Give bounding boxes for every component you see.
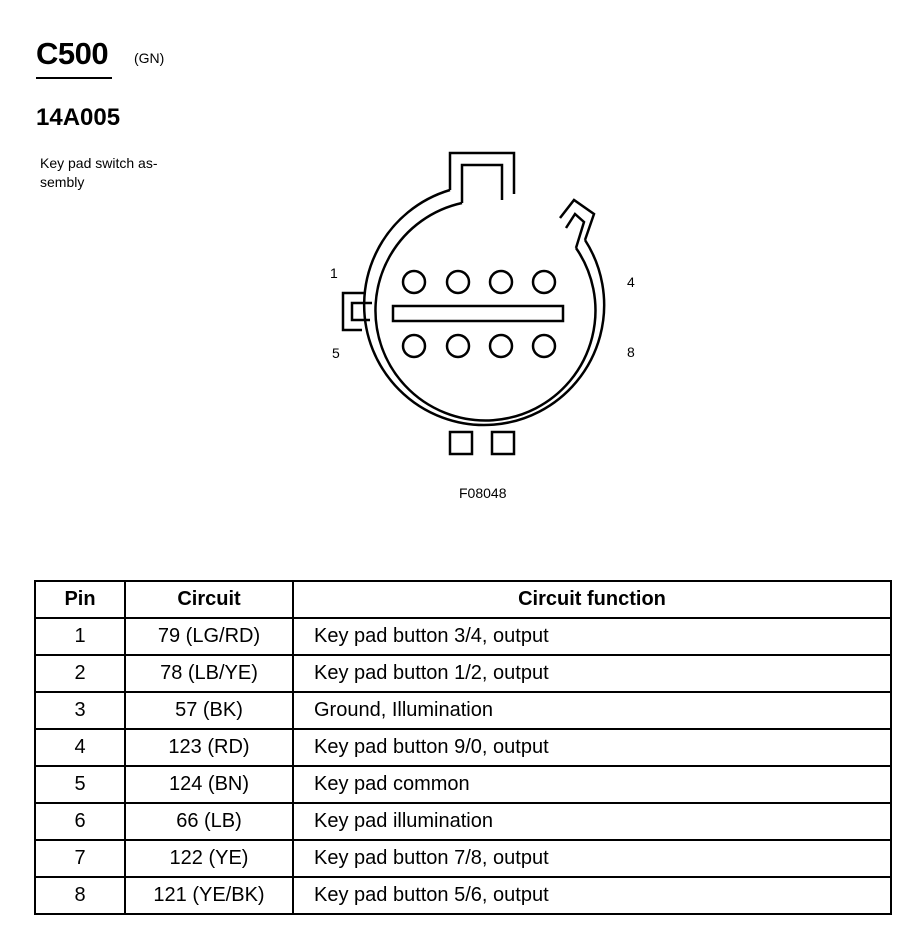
pin-label-4: 4 xyxy=(627,274,635,290)
circuit-cell: 122 (YE) xyxy=(125,840,293,877)
table-row xyxy=(35,692,891,729)
figure-code: F08048 xyxy=(459,485,507,501)
table-row xyxy=(35,618,891,655)
function-cell: Key pad common xyxy=(293,766,891,803)
pin-cell: 5 xyxy=(35,766,125,803)
part-number: 14A005 xyxy=(36,104,121,131)
circuit-cell: 66 (LB) xyxy=(125,803,293,840)
pin-cavity xyxy=(533,271,555,293)
pin-cell: 2 xyxy=(35,655,125,692)
pinout-table xyxy=(34,580,892,915)
pin-cell: 7 xyxy=(35,840,125,877)
connector-center-rib xyxy=(393,306,563,321)
circuit-cell: 78 (LB/YE) xyxy=(125,655,293,692)
pin-cell: 1 xyxy=(35,618,125,655)
connector-latch xyxy=(560,200,594,240)
pin-cell: 4 xyxy=(35,729,125,766)
circuit-cell: 79 (LG/RD) xyxy=(125,618,293,655)
table-row xyxy=(35,655,891,692)
pin-cavity xyxy=(490,271,512,293)
connector-color: (GN) xyxy=(134,50,165,66)
table-row xyxy=(35,840,891,877)
pin-label-8: 8 xyxy=(627,344,635,360)
component-description: Key pad switch as-sembly xyxy=(40,155,158,190)
pin-cavity xyxy=(403,335,425,357)
table-header-row xyxy=(35,581,891,618)
connector-key-tab xyxy=(450,153,514,194)
pin-cavity xyxy=(403,271,425,293)
circuit-cell: 57 (BK) xyxy=(125,692,293,729)
function-cell: Ground, Illumination xyxy=(293,692,891,729)
connector-id: C500 xyxy=(36,36,109,71)
pin-cavity xyxy=(447,271,469,293)
pin-cell: 3 xyxy=(35,692,125,729)
function-cell: Key pad illumination xyxy=(293,803,891,840)
table-row xyxy=(35,766,891,803)
table-row xyxy=(35,729,891,766)
function-cell: Key pad button 3/4, output xyxy=(293,618,891,655)
function-cell: Key pad button 7/8, output xyxy=(293,840,891,877)
pin-label-5: 5 xyxy=(332,345,340,361)
pin-cavity xyxy=(447,335,469,357)
circuit-cell: 121 (YE/BK) xyxy=(125,877,293,914)
connector-bottom-terminal xyxy=(450,432,472,454)
pin-label-1: 1 xyxy=(330,265,338,281)
pin-cell: 8 xyxy=(35,877,125,914)
connector-bottom-terminal xyxy=(492,432,514,454)
column-header-circuit: Circuit xyxy=(125,581,293,618)
pin-cavity xyxy=(533,335,555,357)
connector-left-tab xyxy=(343,293,365,330)
column-header-circuit-function: Circuit function xyxy=(293,581,891,618)
table-row xyxy=(35,803,891,840)
table-row xyxy=(35,877,891,914)
column-header-pin: Pin xyxy=(35,581,125,618)
circuit-cell: 124 (BN) xyxy=(125,766,293,803)
pin-cavity xyxy=(490,335,512,357)
function-cell: Key pad button 1/2, output xyxy=(293,655,891,692)
circuit-cell: 123 (RD) xyxy=(125,729,293,766)
pin-cell: 6 xyxy=(35,803,125,840)
function-cell: Key pad button 9/0, output xyxy=(293,729,891,766)
function-cell: Key pad button 5/6, output xyxy=(293,877,891,914)
